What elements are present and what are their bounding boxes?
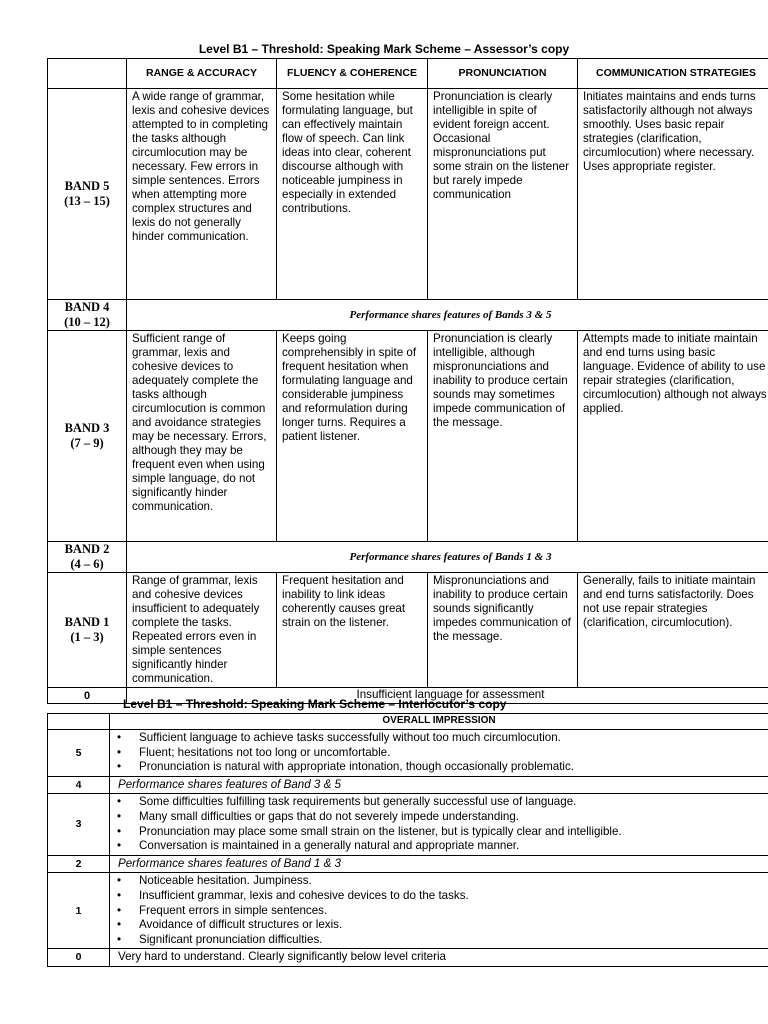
score1-item: • Noticeable hesitation. Jumpiness.: [115, 874, 763, 889]
band5-fluency: Some hesitation while formulating language, but can effectively maintain flow of speech. Can link ideas into clear, coherent discourse although with noticeable jumpiness in especially in extended contributions.: [277, 89, 428, 300]
score1-item: • Insufficient grammar, lexis and cohesive devices to do the tasks.: [115, 889, 763, 904]
band4-label: BAND 4: [64, 300, 110, 314]
band3-pronunciation: Pronunciation is clearly intelligible, although mispronunciations and inability to produce certain sounds may sometimes impede communication of the message.: [428, 331, 578, 542]
band3-label: BAND 3: [64, 421, 110, 435]
overall-header-empty: [48, 714, 110, 730]
band3-row: [48, 331, 768, 542]
assessor-mark-scheme-table: [47, 58, 768, 704]
band4-label-cell: [48, 300, 127, 331]
score3-row: [48, 794, 768, 855]
score5-criteria: [110, 730, 768, 777]
score1-item: • Significant pronunciation difficulties.: [115, 933, 763, 948]
band5-row: [48, 89, 768, 300]
score3-item: • Some difficulties fulfilling task requirements but generally successful use of language.: [115, 795, 763, 810]
score1-row: [48, 873, 768, 949]
header-empty-cell: [48, 59, 127, 89]
score2-shared-features: Performance shares features of Band 1 & 3: [110, 855, 768, 873]
score2-row: [48, 855, 768, 873]
score0-row: [48, 949, 768, 967]
band2-row: [48, 542, 768, 573]
score3-label: 3: [48, 794, 110, 855]
band3-range-accuracy: Sufficient range of grammar, lexis and cohesive devices to adequately complete the tasks although circumlocution is common and avoidance strategies may be necessary. Errors, although they may be frequent even when using simple language, do not significantly hinder communication.: [127, 331, 277, 542]
band5-range: (13 – 15): [64, 194, 110, 208]
band2-label: BAND 2: [64, 542, 110, 556]
band1-range: (1 – 3): [70, 630, 104, 644]
assessor-title: Level B1 – Threshold: Speaking Mark Scheme – Assessor’s copy: [198, 42, 570, 56]
band1-label-cell: [48, 573, 127, 688]
score5-item: • Fluent; hesitations not too long or uncomfortable.: [115, 746, 763, 761]
overall-impression-header: OVERALL IMPRESSION: [110, 714, 768, 730]
band4-row: [48, 300, 768, 331]
band5-label: BAND 5: [64, 179, 110, 193]
score5-label: 5: [48, 730, 110, 777]
band4-shared-features: Performance shares features of Bands 3 & 5: [127, 300, 768, 331]
band2-label-cell: [48, 542, 127, 573]
band3-communication: Attempts made to initiate maintain and end turns using basic language. Evidence of ability to use repair strategies (clarification, circumlocution) although not always applied.: [578, 331, 768, 542]
band5-pronunciation: Pronunciation is clearly intelligible in spite of evident foreign accent. Occasional mispronunciations put some strain on the listener but rarely impede communication: [428, 89, 578, 300]
overall-header-row: [48, 714, 768, 730]
score3-item: • Many small difficulties or gaps that do not severely impede understanding.: [115, 810, 763, 825]
interlocutor-title: Level B1 – Threshold: Speaking Mark Scheme – Interlocutor’s copy: [123, 697, 507, 711]
interlocutor-overall-impression-table: [47, 713, 768, 967]
band5-range-accuracy: A wide range of grammar, lexis and cohesive devices attempted to in completing the tasks although circumlocution may be necessary. Few errors in simple sentences. Errors when attempting more complex structures and lexis do not generally hinder communication.: [127, 89, 277, 300]
score3-item: • Conversation is maintained in a generally natural and appropriate manner.: [115, 839, 763, 854]
header-pronunciation: PRONUNCIATION: [428, 59, 578, 89]
score4-label: 4: [48, 776, 110, 794]
band4-range: (10 – 12): [64, 315, 110, 329]
header-communication-strategies: COMMUNICATION STRATEGIES: [578, 59, 768, 89]
score3-criteria: [110, 794, 768, 855]
score1-criteria: [110, 873, 768, 949]
score5-item: • Sufficient language to achieve tasks successfully without too much circumlocution.: [115, 731, 763, 746]
band0-label: 0: [48, 688, 127, 704]
band1-range-accuracy: Range of grammar, lexis and cohesive devices insufficient to adequately complete the tasks. Repeated errors even in simple sentences significantly hinder communication.: [127, 573, 277, 688]
score0-label: 0: [48, 949, 110, 967]
score4-row: [48, 776, 768, 794]
score1-label: 1: [48, 873, 110, 949]
band5-communication: Initiates maintains and ends turns satisfactorily although not always smoothly. Uses basic repair strategies (clarification, circumlocution) where necessary. Uses appropriate register.: [578, 89, 768, 300]
score0-text: Very hard to understand. Clearly significantly below level criteria: [110, 949, 768, 967]
band3-fluency: Keeps going comprehensibly in spite of frequent hesitation when formulating language and considerable jumpiness and reformulation during longer turns. Requires a patient listener.: [277, 331, 428, 542]
band0-text: Insufficient language for assessment: [127, 688, 768, 704]
header-fluency-coherence: FLUENCY & COHERENCE: [277, 59, 428, 89]
band2-shared-features: Performance shares features of Bands 1 & 3: [127, 542, 768, 573]
band1-pronunciation: Mispronunciations and inability to produce certain sounds significantly impedes communication of the message.: [428, 573, 578, 688]
score3-item: • Pronunciation may place some small strain on the listener, but is typically clear and intelligible.: [115, 825, 763, 840]
band1-fluency: Frequent hesitation and inability to link ideas coherently causes great strain on the listener.: [277, 573, 428, 688]
score2-label: 2: [48, 855, 110, 873]
score1-item: • Frequent errors in simple sentences.: [115, 904, 763, 919]
score5-row: [48, 730, 768, 777]
band5-label-cell: [48, 89, 127, 300]
score4-shared-features: Performance shares features of Band 3 & 5: [110, 776, 768, 794]
header-range-accuracy: RANGE & ACCURACY: [127, 59, 277, 89]
band3-range: (7 – 9): [70, 436, 104, 450]
band1-row: [48, 573, 768, 688]
band3-label-cell: [48, 331, 127, 542]
header-row: [48, 59, 768, 89]
band2-range: (4 – 6): [70, 557, 104, 571]
band1-communication: Generally, fails to initiate maintain and end turns satisfactorily. Does not use repair strategies (clarification, circumlocution).: [578, 573, 768, 688]
band1-label: BAND 1: [64, 615, 110, 629]
score1-item: • Avoidance of difficult structures or lexis.: [115, 918, 763, 933]
score5-item: • Pronunciation is natural with appropriate intonation, though occasionally problematic.: [115, 760, 763, 775]
